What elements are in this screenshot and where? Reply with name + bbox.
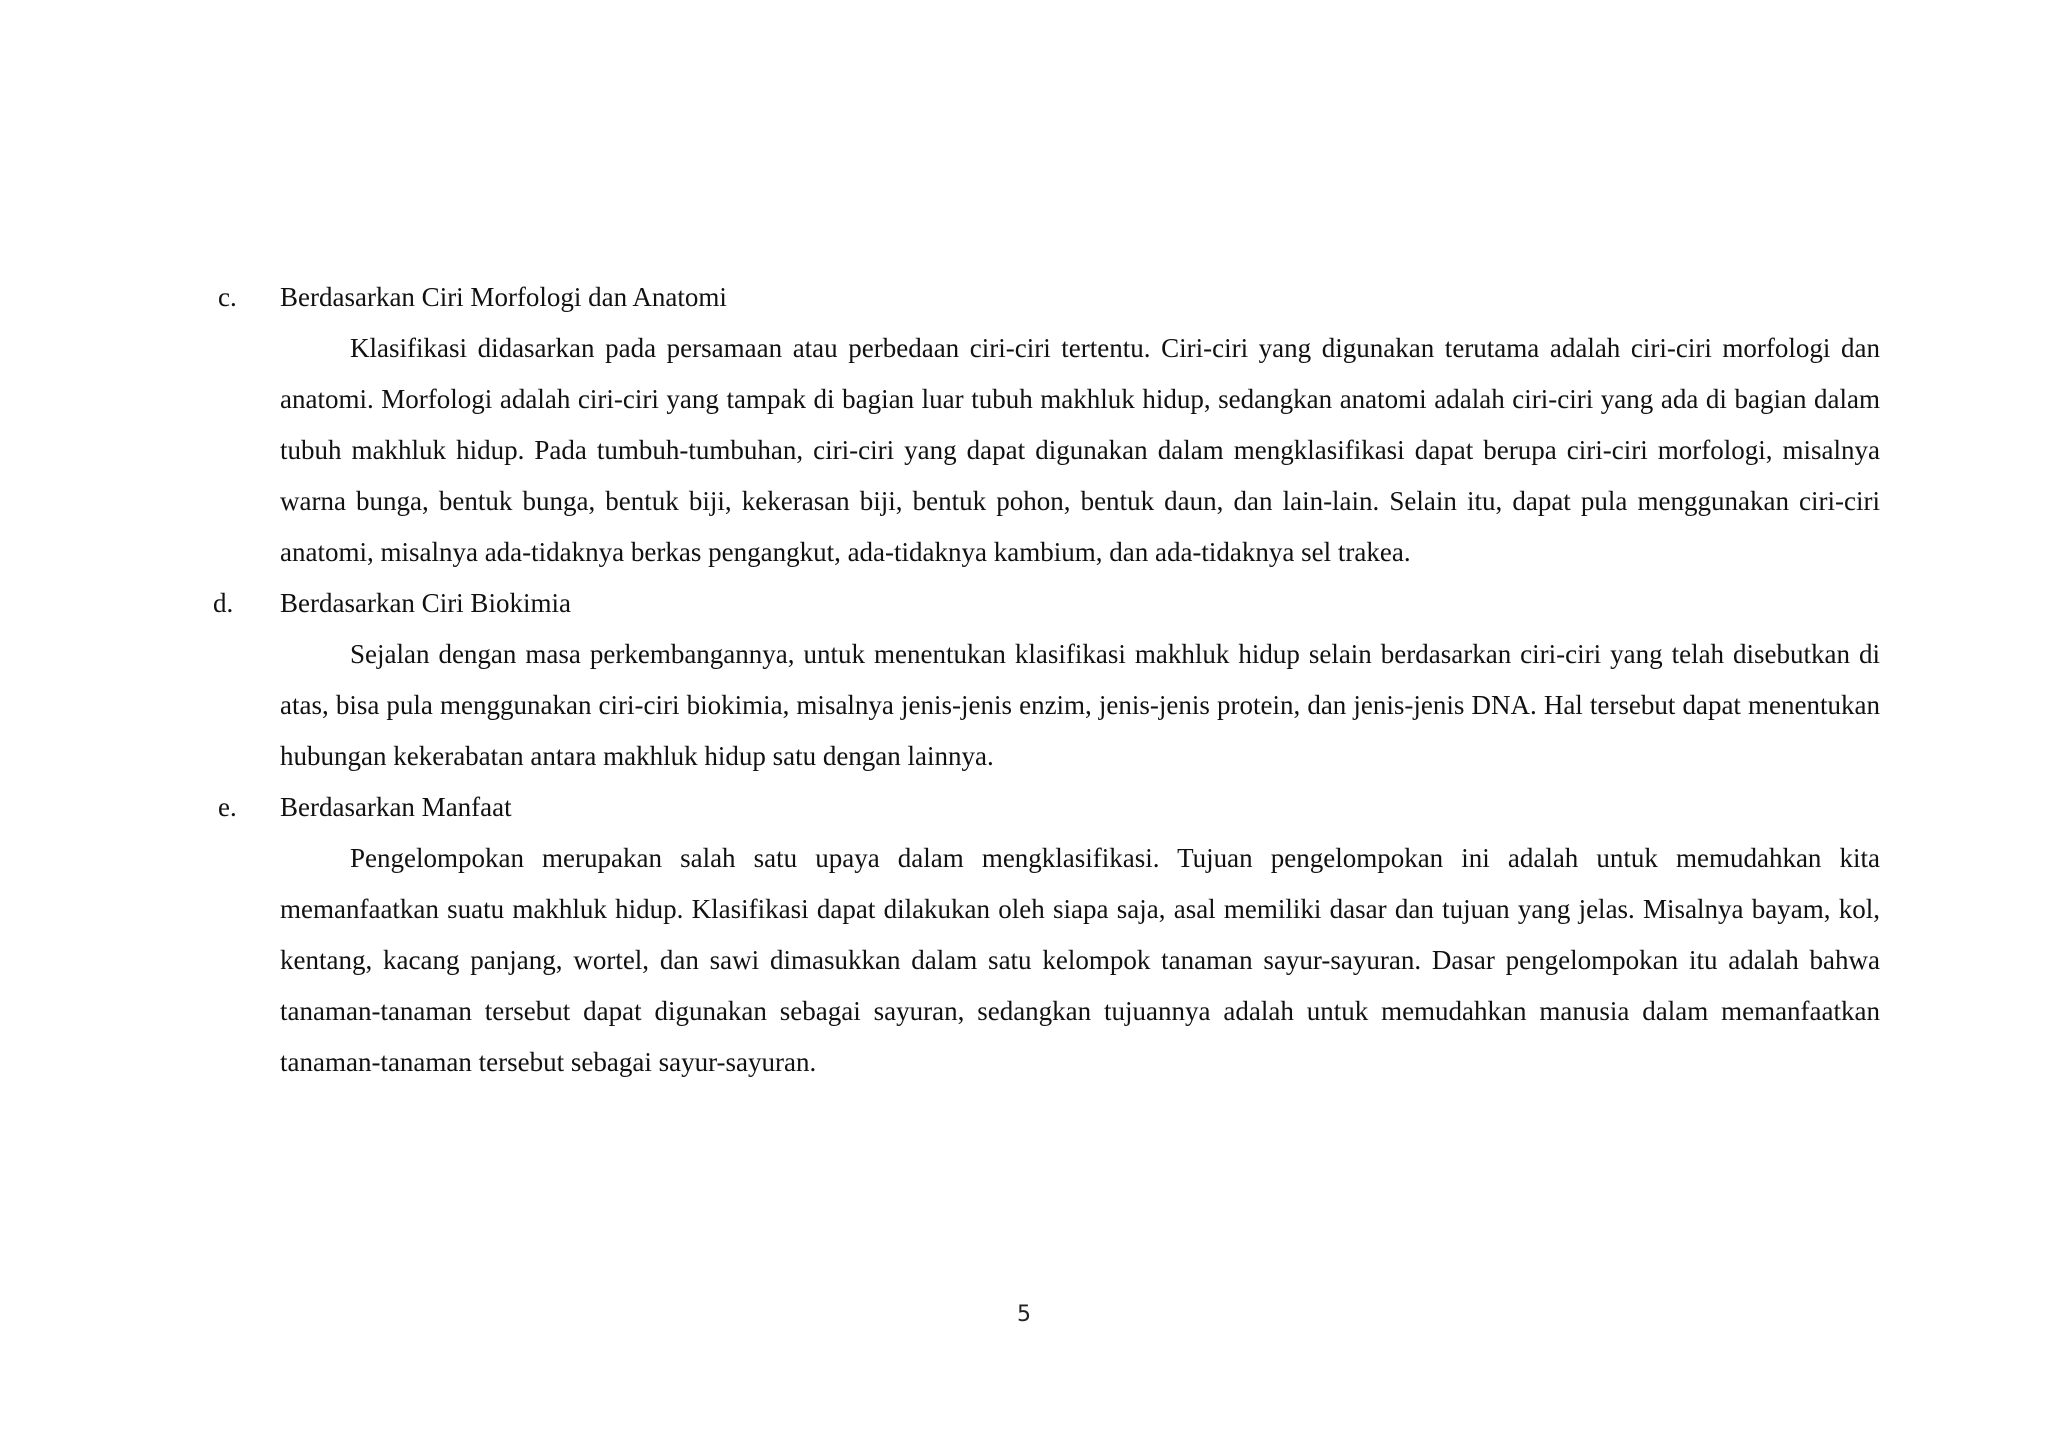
- section-manfaat: [218, 782, 1880, 1088]
- list-marker: c.: [218, 282, 237, 312]
- list-marker: e.: [218, 792, 237, 822]
- section-heading: [218, 782, 1880, 833]
- page-content: [213, 272, 1880, 1088]
- heading-text: Berdasarkan Ciri Morfologi dan Anatomi: [280, 282, 727, 312]
- section-heading: [218, 272, 1880, 323]
- page-number: 5: [1017, 1302, 1031, 1327]
- heading-text: Berdasarkan Ciri Biokimia: [280, 588, 571, 618]
- section-paragraph: Sejalan dengan masa perkembangannya, untuk menentukan klasifikasi makhluk hidup selain berdasarkan ciri-ciri yang telah disebutkan di atas, bisa pula menggunakan ciri-ciri biokimia, misalnya jenis-jenis enzim, jenis-jenis protein, dan jenis-jenis DNA. Hal tersebut dapat menentukan hubungan kekerabatan antara makhluk hidup satu dengan lainnya.: [280, 639, 1880, 771]
- heading-text: Berdasarkan Manfaat: [280, 792, 512, 822]
- section-paragraph: Pengelompokan merupakan salah satu upaya dalam mengklasifikasi. Tujuan pengelompokan ini adalah untuk memudahkan kita memanfaatkan suatu makhluk hidup. Klasifikasi dapat dilakukan oleh siapa saja, asal memiliki dasar dan tujuan yang jelas. Misalnya bayam, kol, kentang, kacang panjang, wortel, dan sawi dimasukkan dalam satu kelompok tanaman sayur-sayuran. Dasar pengelompokan itu adalah bahwa tanaman-tanaman tersebut dapat digunakan sebagai sayuran, sedangkan tujuannya adalah untuk memudahkan manusia dalam memanfaatkan tanaman-tanaman tersebut sebagai sayur-sayuran.: [280, 843, 1880, 1077]
- section-heading: [213, 578, 1880, 629]
- section-morfologi-anatomi: [218, 272, 1880, 578]
- section-paragraph: Klasifikasi didasarkan pada persamaan atau perbedaan ciri-ciri tertentu. Ciri-ciri yang digunakan terutama adalah ciri-ciri morfologi dan anatomi. Morfologi adalah ciri-ciri yang tampak di bagian luar tubuh makhluk hidup, sedangkan anatomi adalah ciri-ciri yang ada di bagian dalam tubuh makhluk hidup. Pada tumbuh-tumbuhan, ciri-ciri yang dapat digunakan dalam mengklasifikasi dapat berupa ciri-ciri morfologi, misalnya warna bunga, bentuk bunga, bentuk biji, kekerasan biji, bentuk pohon, bentuk daun, dan lain-lain. Selain itu, dapat pula menggunakan ciri-ciri anatomi, misalnya ada-tidaknya berkas pengangkut, ada-tidaknya kambium, dan ada-tidaknya sel trakea.: [280, 333, 1880, 567]
- list-marker: d.: [213, 588, 234, 618]
- section-biokimia: [213, 578, 1880, 782]
